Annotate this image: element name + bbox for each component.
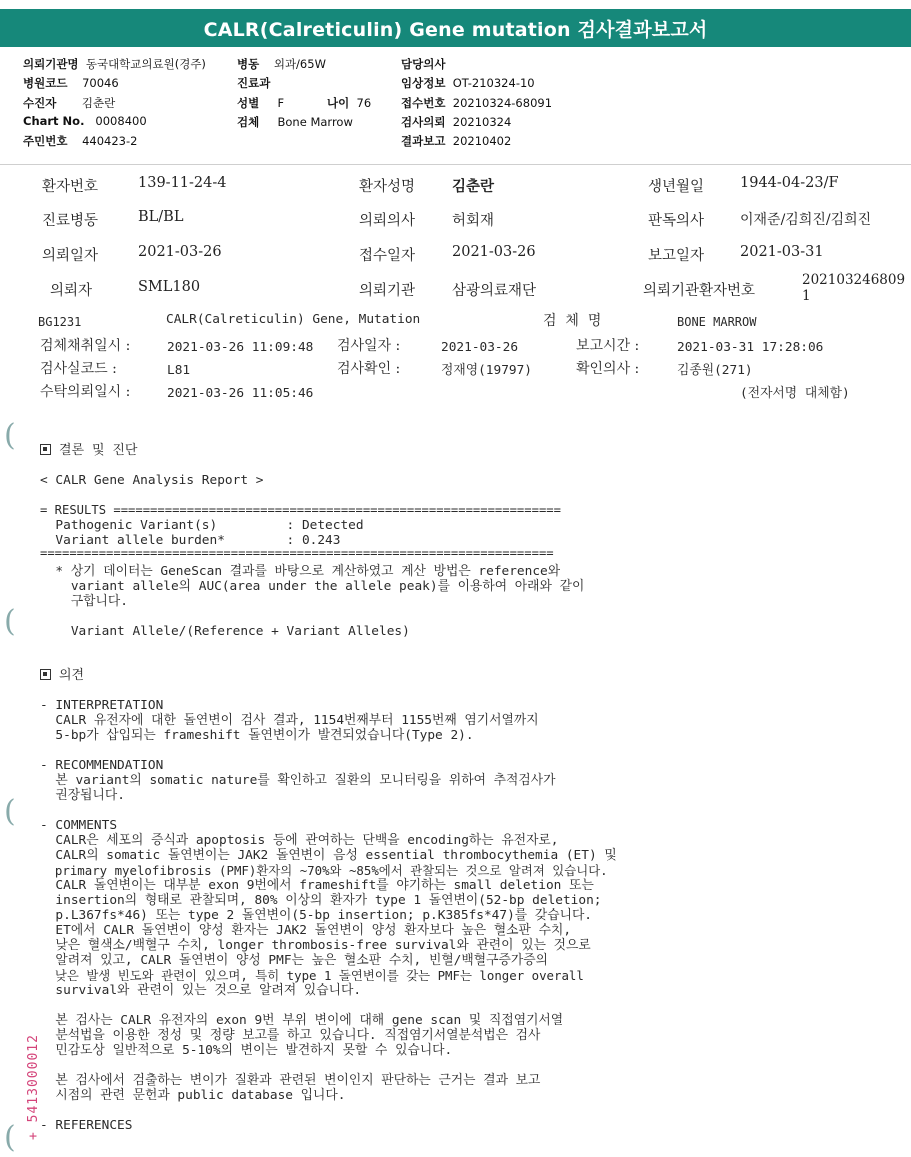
comments-line: 낮은 혈색소/백혈구 수치, longer thrombosis-free survival와 관련이 있는 것으로 bbox=[40, 938, 591, 953]
institution-label: 의뢰기관 bbox=[359, 283, 416, 299]
comments-line: primary myelofibrosis (PMF)환자의 ~70%와 ~85%에서 관찰되는 것으로 알려져 있습니다. bbox=[40, 863, 608, 878]
collect-value: 2021-03-26 11:09:48 bbox=[167, 340, 314, 355]
patient-id-label: 환자번호 bbox=[42, 179, 99, 195]
info-sex: 성별 F bbox=[237, 96, 285, 110]
info-chart-no: Chart No. 0008400 bbox=[23, 114, 147, 128]
info-institution: 의뢰기관명 동국대학교의료원(경주) bbox=[23, 57, 206, 71]
comments-line: CALR은 세포의 증식과 apoptosis 등에 관여하는 단백을 encoding하는 유전자로, bbox=[40, 833, 559, 848]
test-code: BG1231 bbox=[38, 315, 82, 329]
info-receipt-no: 접수번호 20210324-68091 bbox=[401, 96, 553, 110]
reader-label: 판독의사 bbox=[648, 213, 705, 229]
report-date-value: 2021-03-31 bbox=[740, 244, 824, 260]
margin-mark: ( bbox=[4, 794, 16, 829]
comments-line: p.L367fs*46) 또는 type 2 돌연변이(5-bp insertion; p.K385fs*47)를 갖습니다. bbox=[40, 908, 593, 923]
opinion-heading: 의견 bbox=[40, 668, 84, 683]
margin-mark: ( bbox=[4, 604, 16, 639]
institution-value: 삼광의료재단 bbox=[452, 283, 537, 299]
burden-line: Variant allele burden* : 0.243 bbox=[40, 533, 341, 548]
testdate-value: 2021-03-26 bbox=[441, 340, 519, 355]
confirm-value: 정재영(19797) bbox=[441, 363, 533, 378]
report-title: CALR(Calreticulin) Gene mutation 검사결과보고서 bbox=[0, 9, 911, 47]
ref-doctor-label: 의뢰의사 bbox=[359, 213, 416, 229]
basis-line: 시점의 관련 문헌과 public database 입니다. bbox=[40, 1088, 346, 1103]
info-specimen: 검체 Bone Marrow bbox=[237, 115, 353, 129]
requester-value: SML180 bbox=[138, 279, 201, 295]
conclusion-heading: 결론 및 진단 bbox=[40, 443, 137, 458]
pathogenic-line: Pathogenic Variant(s) : Detected bbox=[40, 518, 364, 533]
interp-line: CALR 유전자에 대한 돌연변이 검사 결과, 1154번째부터 1155번째 염기서열까지 bbox=[40, 713, 539, 728]
requester-label: 의뢰자 bbox=[50, 283, 93, 299]
esign-note: (전자서명 대체함) bbox=[740, 386, 850, 401]
order-info-panel bbox=[0, 47, 911, 165]
comments-line: survival와 관련이 있는 것으로 알려져 있습니다. bbox=[40, 983, 362, 998]
ref-doctor-value: 허회재 bbox=[452, 213, 495, 229]
testdate-label: 검사일자 : bbox=[337, 338, 401, 354]
results-line: = RESULTS ============================================================= bbox=[40, 503, 561, 517]
recv-date-label: 접수일자 bbox=[359, 248, 416, 264]
info-clinical: 임상정보 OT-210324-10 bbox=[401, 76, 535, 90]
collect-label: 검체채취일시 : bbox=[40, 338, 131, 354]
labcode-label: 검사실코드 : bbox=[40, 361, 117, 377]
order-label: 수탁의뢰일시 : bbox=[40, 384, 131, 400]
req-date-value: 2021-03-26 bbox=[138, 244, 222, 260]
birth-value: 1944-04-23/F bbox=[740, 175, 839, 191]
info-resident-no: 주민번호 440423-2 bbox=[23, 134, 138, 148]
method-line: 분석법을 이용한 정성 및 정량 보고를 하고 있습니다. 직접염기서열분석법은 검사 bbox=[40, 1028, 541, 1043]
method-line: 민감도상 일반적으로 5-10%의 변이는 발견하지 못할 수 있습니다. bbox=[40, 1043, 453, 1058]
order-value: 2021-03-26 11:05:46 bbox=[167, 386, 314, 401]
comments-line: CALR 돌연변이는 대부분 exon 9번에서 frameshift를 야기하는 small deletion 또는 bbox=[40, 878, 594, 893]
patient-id-value: 139-11-24-4 bbox=[138, 175, 227, 191]
reporttime-label: 보고시간 : bbox=[576, 338, 640, 354]
inst-patient-no-value: 202103246809 bbox=[802, 272, 906, 288]
specimen-label: 검 체 명 bbox=[543, 313, 602, 329]
ward-label: 진료병동 bbox=[42, 213, 99, 229]
birth-label: 생년월일 bbox=[648, 179, 705, 195]
comments-line: 알려져 있고, CALR 돌연변이 양성 PMF는 높은 혈소판 수치, 빈혈/백혈구증가증의 bbox=[40, 953, 548, 968]
patient-name-label: 환자성명 bbox=[359, 179, 416, 195]
doctor-value: 김종원(271) bbox=[677, 363, 753, 378]
info-age: 나이 76 bbox=[327, 96, 372, 110]
margin-mark: ( bbox=[4, 1120, 16, 1155]
info-hospital-code: 병원코드 70046 bbox=[23, 76, 119, 90]
info-department: 진료과 bbox=[237, 76, 271, 90]
recom-line: 권장됩니다. bbox=[40, 788, 125, 803]
reader-value: 이재준/김희진/김희진 bbox=[740, 212, 872, 228]
report-subtitle: < CALR Gene Analysis Report > bbox=[40, 473, 264, 488]
method-line: 본 검사는 CALR 유전자의 exon 9번 부위 변이에 대해 gene scan 및 직접염기서열 bbox=[40, 1013, 564, 1028]
footnote-line-1: * 상기 데이터는 GeneScan 결과를 바탕으로 계산하였고 계산 방법은 reference와 bbox=[40, 564, 561, 579]
info-doctor: 담당의사 bbox=[401, 57, 446, 71]
doctor-label: 확인의사 : bbox=[576, 361, 640, 377]
reporttime-value: 2021-03-31 17:28:06 bbox=[677, 340, 824, 355]
recom-heading: - RECOMMENDATION bbox=[40, 758, 164, 773]
info-report-date: 결과보고 20210402 bbox=[401, 134, 512, 148]
test-name: CALR(Calreticulin) Gene, Mutation bbox=[166, 312, 421, 327]
req-date-label: 의뢰일자 bbox=[42, 248, 99, 264]
info-ward: 병동 외과/65W bbox=[237, 57, 326, 71]
specimen-value: BONE MARROW bbox=[677, 315, 757, 329]
interp-line: 5-bp가 삽입되는 frameshift 돌연변이가 발견되었습니다(Type 2). bbox=[40, 728, 474, 743]
labcode-value: L81 bbox=[167, 363, 191, 378]
report-date-label: 보고일자 bbox=[648, 248, 705, 264]
recom-line: 본 variant의 somatic nature를 확인하고 질환의 모니터링을 위하여 추적검사가 bbox=[40, 773, 556, 788]
comments-line: CALR의 somatic 돌연변이는 JAK2 돌연변이 음성 essential thrombocythemia (ET) 및 bbox=[40, 848, 617, 863]
formula-line: Variant Allele/(Reference + Variant Alleles) bbox=[40, 624, 410, 639]
comments-line: 낮은 발생 빈도와 관련이 있으며, 특히 type 1 돌연변이를 갖는 PMF는 longer overall bbox=[40, 968, 584, 983]
references-heading: - REFERENCES bbox=[40, 1118, 133, 1133]
ward-value: BL/BL bbox=[138, 209, 184, 225]
basis-line: 본 검사에서 검출하는 변이가 질환과 관련된 변이인지 판단하는 근거는 결과 보고 bbox=[40, 1073, 541, 1088]
section-box-icon bbox=[40, 669, 51, 680]
confirm-label: 검사확인 : bbox=[337, 361, 401, 377]
margin-mark: ( bbox=[4, 418, 16, 453]
comments-line: insertion의 형태로 관찰되며, 80% 이상의 환자가 type 1 돌연변이(52-bp deletion; bbox=[40, 893, 602, 908]
interp-heading: - INTERPRETATION bbox=[40, 698, 164, 713]
footnote-line-3: 구합니다. bbox=[40, 594, 128, 609]
comments-line: ET에서 CALR 돌연변이 양성 환자는 JAK2 돌연변이 양성 환자보다 높은 혈소판 수치, bbox=[40, 923, 572, 938]
inst-patient-no-label: 의뢰기관환자번호 bbox=[643, 283, 756, 299]
divider-line: ====================================================================== bbox=[40, 546, 554, 560]
section-box-icon bbox=[40, 444, 51, 455]
patient-name-value: 김춘란 bbox=[452, 178, 495, 195]
comments-heading: - COMMENTS bbox=[40, 818, 118, 833]
footnote-line-2: variant allele의 AUC(area under the allele peak)를 이용하여 아래와 같이 bbox=[40, 579, 585, 594]
side-document-number: + 5413000012 bbox=[26, 1034, 41, 1140]
recv-date-value: 2021-03-26 bbox=[452, 244, 536, 260]
info-request-date: 검사의뢰 20210324 bbox=[401, 115, 512, 129]
info-patient-name: 수진자 김춘란 bbox=[23, 96, 116, 110]
inst-patient-no-value-2: 1 bbox=[802, 288, 811, 304]
